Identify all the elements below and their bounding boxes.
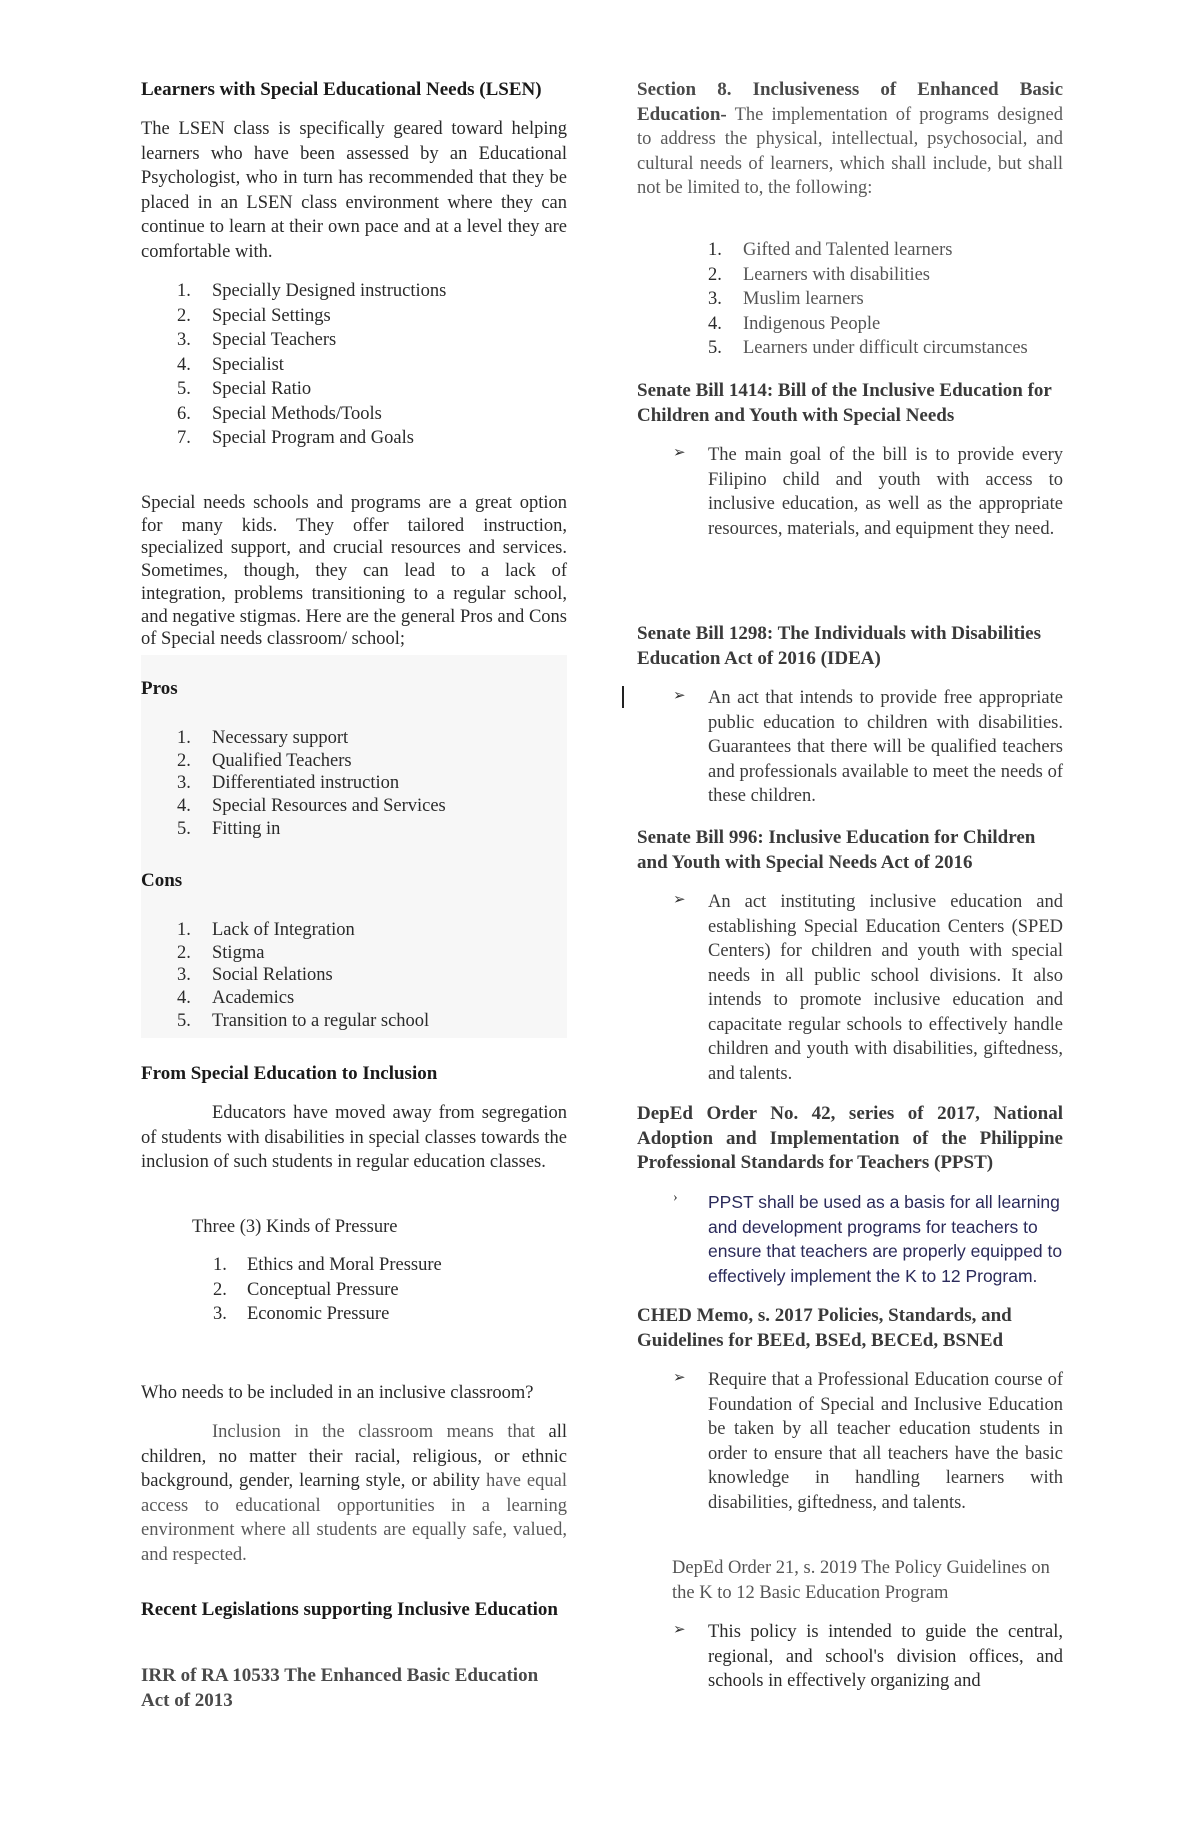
list-item: Special Settings — [212, 305, 331, 326]
inclusion-paragraph: Educators have moved away from segregation of students with disabilities in special classes towards the inclusion of such students in regular education classes. — [141, 1103, 567, 1172]
arrow-bullet-icon: ➢ — [673, 892, 686, 908]
section8-paragraph: Section 8. Inclusiveness of Enhanced Basic Education- The implementation of programs designed to address the physical, intellectual, psychosocial, and cultural needs of learners, which shall include, but shall not be limited to, the following: — [637, 79, 1064, 198]
who-paragraph: Inclusion in the classroom means that all children, no matter their racial, religious, or ethnic background, gender, learning style, or ability have equal access to educational opportunities in a learning environment where all students are equally safe, valued, and respected. — [141, 1422, 568, 1565]
list-item: Specialist — [212, 354, 284, 375]
arrow-bullet-icon: ➢ — [673, 1622, 686, 1638]
list-item: Differentiated instruction — [212, 773, 400, 794]
list-item: Special Teachers — [212, 330, 337, 350]
who-question: Who needs to be included in an inclusive classroom? — [141, 1383, 534, 1403]
list-item: Indigenous People — [743, 313, 881, 334]
text-cursor — [622, 686, 624, 708]
list-item: Conceptual Pressure — [247, 1279, 399, 1300]
list-item: Muslim learners — [743, 289, 864, 309]
small-bullet-icon: › — [673, 1190, 678, 1205]
list-item: Academics — [212, 988, 295, 1009]
sb1414-heading: Senate Bill 1414: Bill of the Inclusive Education for Children and Youth with Special Needs — [637, 380, 1052, 426]
list-item: Lack of Integration — [212, 920, 355, 940]
list-item: Ethics and Moral Pressure — [247, 1255, 442, 1275]
sb1298-heading: Senate Bill 1298: The Individuals with Disabilities Education Act of 2016 (IDEA) — [637, 623, 1042, 669]
lsen-heading: Learners with Special Educational Needs (LSEN) — [141, 79, 542, 100]
pros-cons-shading — [141, 655, 567, 1038]
legislation-heading: Recent Legislations supporting Inclusive Education — [141, 1599, 558, 1620]
list-item: Necessary support — [212, 728, 349, 748]
arrow-bullet-icon: ➢ — [673, 688, 686, 704]
arrow-bullet-icon: ➢ — [673, 1370, 686, 1386]
inclusion-heading: From Special Education to Inclusion — [141, 1063, 438, 1084]
list-item: Special Ratio — [212, 379, 312, 399]
sb996-heading: Senate Bill 996: Inclusive Education for Children and Youth with Special Needs Act of 2016 — [637, 827, 1036, 873]
list-item: Learners with disabilities — [743, 264, 931, 285]
list-item: Transition to a regular school — [212, 1010, 430, 1031]
deped42-heading: DepEd Order No. 42, series of 2017, National Adoption and Implementation of the Philippine Professional Standards for Teachers (PPST) — [637, 1103, 1063, 1173]
list-item: Qualified Teachers — [212, 750, 352, 771]
list-item: Learners under difficult circumstances — [743, 338, 1028, 358]
pros-heading: Pros — [141, 678, 178, 699]
list-item: Specially Designed instructions — [212, 281, 447, 301]
list-item: Stigma — [212, 942, 265, 963]
irr-heading: IRR of RA 10533 The Enhanced Basic Education Act of 2013 — [141, 1665, 539, 1711]
list-item: Fitting in — [212, 818, 281, 839]
special-needs-paragraph: Special needs schools and programs are a great option for many kids. They offer tailored instruction, specialized support, and crucial resources and services. Sometimes, though, they can lead to a lack of integration, problems transitioning to a regular school, and negative stigmas. Here are the general Pros and Cons of Special needs classroom/ school; — [141, 493, 567, 650]
list-item: Economic Pressure — [247, 1304, 390, 1324]
arrow-bullet-icon: ➢ — [673, 445, 686, 461]
list-item: Special Program and Goals — [212, 428, 414, 448]
lsen-paragraph: The LSEN class is specifically geared toward helping learners who have been assessed by an Educational Psychologist, who in turn has recommended that they be placed in an LSEN class environment where they can continue to learn at their own pace and at a level they are comfortable with. — [141, 119, 567, 262]
pressure-heading: Three (3) Kinds of Pressure — [192, 1217, 398, 1237]
list-item: Special Resources and Services — [212, 796, 446, 817]
list-item: Special Methods/Tools — [212, 403, 382, 424]
deped21-heading: DepEd Order 21, s. 2019 The Policy Guidelines on the K to 12 Basic Education Program — [672, 1558, 1050, 1603]
list-item: Social Relations — [212, 965, 333, 986]
cons-heading: Cons — [141, 870, 183, 891]
section8-heading: Section 8. Inclusiveness of Enhanced Basic Education- — [637, 79, 1063, 125]
list-item: Gifted and Talented learners — [743, 240, 953, 260]
ched-heading: CHED Memo, s. 2017 Policies, Standards, and Guidelines for BEEd, BSEd, BECEd, BSNEd — [637, 1305, 1012, 1351]
